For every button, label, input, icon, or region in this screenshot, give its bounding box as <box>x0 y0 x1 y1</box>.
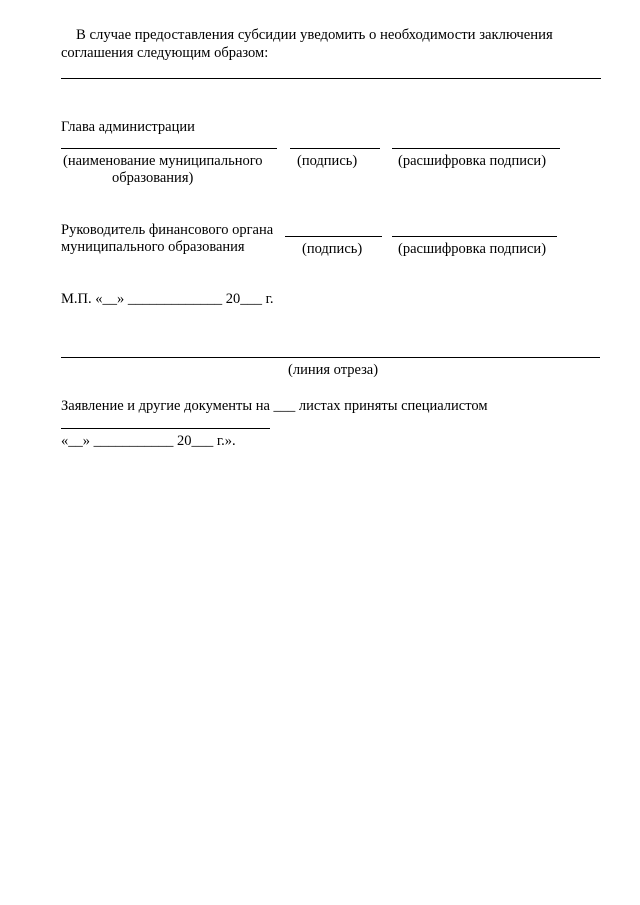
notice-line-1: В случае предоставления субсидии уведомить о необходимости заключения <box>76 27 553 43</box>
caption-municipality-name-2: образования) <box>112 170 194 186</box>
head-decode-line <box>392 148 560 149</box>
head-signature-line <box>290 148 380 149</box>
cut-line <box>61 357 600 358</box>
caption-head-signature: (подпись) <box>297 153 358 169</box>
head-title: Глава администрации <box>61 119 195 135</box>
caption-finance-decode: (расшифровка подписи) <box>398 241 547 257</box>
caption-finance-signature: (подпись) <box>302 241 363 257</box>
cut-line-label: (линия отреза) <box>288 362 379 378</box>
finance-signature-line <box>285 236 382 237</box>
receipt-date-line: «__» ___________ 20___ г.». <box>61 433 236 449</box>
caption-head-decode: (расшифровка подписи) <box>398 153 547 169</box>
municipality-name-line <box>61 148 277 149</box>
finance-title-line-2: муниципального образования <box>61 239 245 255</box>
caption-municipality-name-1: (наименование муниципального <box>63 153 263 169</box>
specialist-line <box>61 428 270 429</box>
stamp-date-line: М.П. «__» _____________ 20___ г. <box>61 291 274 307</box>
notice-answer-line <box>61 78 601 79</box>
notice-line-2: соглашения следующим образом: <box>61 45 269 61</box>
finance-title-line-1: Руководитель финансового органа <box>61 222 274 238</box>
receipt-text: Заявление и другие документы на ___ листах приняты специалистом <box>61 398 488 414</box>
finance-decode-line <box>392 236 557 237</box>
